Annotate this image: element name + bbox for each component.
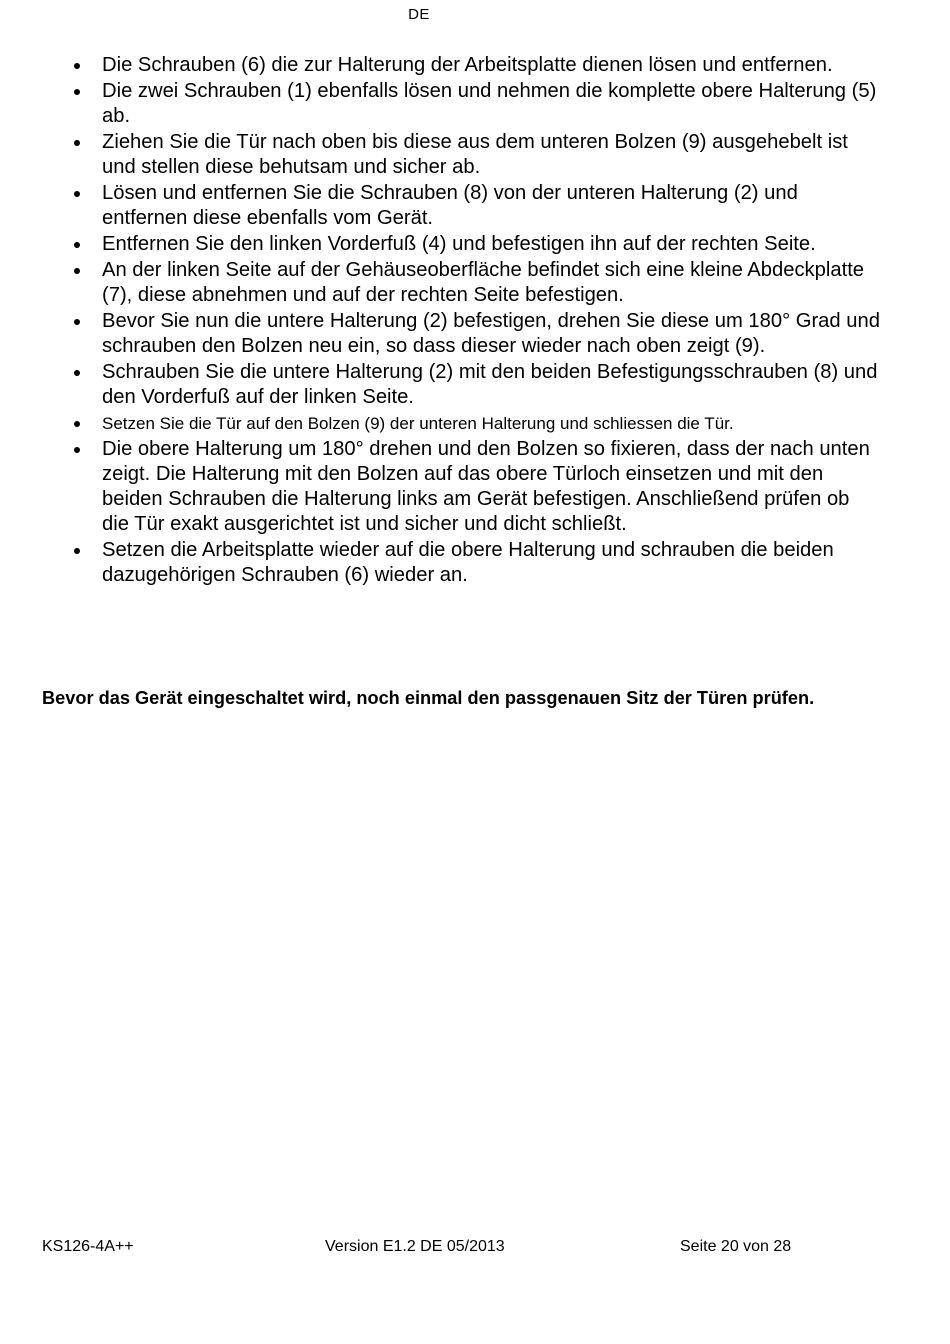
instruction-item (0, 360, 880, 410)
footer-page-number: Seite 20 von 28 (680, 1238, 792, 1255)
instruction-text: Schrauben Sie die untere Halterung (2) mit den beiden Befestigungsschrauben (8) und den Vorderfuß auf der linken Seite. (102, 361, 878, 408)
bullet-icon (74, 319, 80, 325)
instruction-item (0, 79, 880, 129)
instruction-item (0, 538, 880, 588)
instruction-list (0, 53, 880, 589)
instruction-text: Die obere Halterung um 180° drehen und den Bolzen so fixieren, dass der nach unten zeigt. Die Halterung mit den Bolzen auf das obere Türloch einsetzen und mit den beiden Schrauben die Halterung links am Gerät befestigen. Anschließend prüfen ob die Tür exakt ausgerichtet ist und sicher und dicht schließt. (102, 438, 870, 535)
bullet-icon (74, 447, 80, 453)
bullet-icon (74, 89, 80, 95)
bullet-icon (74, 191, 80, 197)
instruction-item (0, 411, 880, 436)
bullet-icon (74, 140, 80, 146)
instruction-item (0, 232, 880, 257)
instruction-text: Die Schrauben (6) die zur Halterung der Arbeitsplatte dienen lösen und entfernen. (102, 54, 833, 76)
closing-note: Bevor das Gerät eingeschaltet wird, noch einmal den passgenauen Sitz der Türen prüfen. (42, 688, 815, 708)
bullet-icon (74, 370, 80, 376)
page-footer (42, 1238, 802, 1260)
instruction-item (0, 258, 880, 308)
page-header-language: DE (408, 6, 430, 23)
footer-model: KS126-4A++ (42, 1238, 134, 1255)
bullet-icon (74, 63, 80, 69)
instruction-item (0, 309, 880, 359)
instruction-text: Setzen die Arbeitsplatte wieder auf die obere Halterung und schrauben die beiden dazugehörigen Schrauben (6) wieder an. (102, 539, 834, 586)
instruction-text: Bevor Sie nun die untere Halterung (2) befestigen, drehen Sie diese um 180° Grad und schrauben den Bolzen neu ein, so dass dieser wieder nach oben zeigt (9). (102, 310, 880, 357)
bullet-icon (74, 421, 80, 427)
bullet-icon (74, 242, 80, 248)
instruction-text: An der linken Seite auf der Gehäuseoberfläche befindet sich eine kleine Abdeckplatte (7), diese abnehmen und auf der rechten Seite befestigen. (102, 259, 865, 306)
instruction-text: Lösen und entfernen Sie die Schrauben (8) von der unteren Halterung (2) und entfernen diese ebenfalls vom Gerät. (102, 182, 798, 229)
instruction-item (0, 130, 880, 180)
footer-version: Version E1.2 DE 05/2013 (325, 1238, 505, 1255)
instruction-text: Entfernen Sie den linken Vorderfuß (4) und befestigen ihn auf der rechten Seite. (102, 233, 816, 255)
bullet-icon (74, 268, 80, 274)
bullet-icon (74, 548, 80, 554)
instruction-item (0, 437, 880, 537)
instruction-item (0, 181, 880, 231)
instruction-text: Die zwei Schrauben (1) ebenfalls lösen und nehmen die komplette obere Halterung (5) ab. (102, 80, 877, 127)
instruction-text: Setzen Sie die Tür auf den Bolzen (9) der unteren Halterung und schliessen die Tür. (102, 414, 734, 433)
instruction-item (0, 53, 880, 78)
instruction-text: Ziehen Sie die Tür nach oben bis diese aus dem unteren Bolzen (9) ausgehebelt ist und stellen diese behutsam und sicher ab. (102, 131, 848, 178)
